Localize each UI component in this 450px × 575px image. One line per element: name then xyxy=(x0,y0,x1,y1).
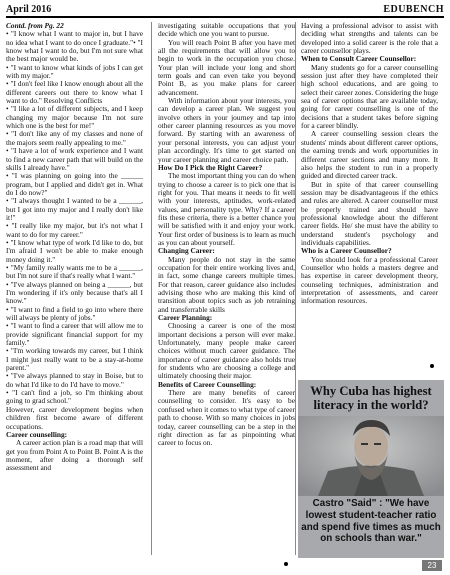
paragraph: • "I want to find a field to go into where there will always be plenty of jobs." xyxy=(6,304,143,323)
paragraph: • "I want to find a career that will allow me to provide significant financial support for my family." xyxy=(6,321,143,348)
paragraph: Choosing a career is one of the most important decisions a person will ever make. Unfortunately, many people make career choices without much career guidance. The importance of career guidance also holds true for students who are choosing a college and ultimately choosing their major. xyxy=(158,321,295,381)
paragraph: A career action plan is a road map that will get you from Point A to Point B. Point A is the moment, after doing a thorough self assessment and xyxy=(6,438,143,473)
section-heading: Who is a Career Counsellor? xyxy=(301,246,392,256)
end-mark xyxy=(284,562,288,566)
paragraph: • "I really like my major, but it's not what I want to do for my career." xyxy=(6,221,143,239)
issue-date: April 2016 xyxy=(6,4,52,15)
header-rule xyxy=(6,16,444,18)
paragraph: • "I like a lot of different subjects, and I keep changing my major because I'm not sure which one is the best for me!" xyxy=(6,104,143,131)
column-3 xyxy=(301,22,438,306)
magazine-name: EDUBENCH xyxy=(383,4,444,15)
paragraph: Many students go for a career counselling session just after they have completed their high school educations, and are going to select their career zones. Considering the huge sea of career options that are available today, going for career counselling is one of the decisions that a student takes before signing for a career blindly. xyxy=(301,62,438,131)
paragraph: • "I always thought I wanted to be a ______, but I got into my major and I really don't like it!" xyxy=(6,196,143,222)
column-divider xyxy=(151,22,152,555)
ad-quote: Castro "Said" : "We have lowest student-teacher ratio and spend five times as much on schools than war." xyxy=(301,498,441,545)
paragraph: With information about your interests, you can develop a career plan. We suggest you involve others in your journey and tap into other career planning resources as you move forward. By starting with an awareness of your personal interests, you can adjust your plan accordingly. It's time to get started on your career planning and career choice path. xyxy=(158,96,295,164)
section-heading: How Do I Pick the Right Career? xyxy=(158,162,263,172)
paragraph: • "I don't feel like I know enough about all the different careers out there to know what I want to do." Resolving Conflicts xyxy=(6,79,143,106)
paragraph: • "I know what I want to major in, but I have no idea what I want to do once I graduate."• "I know what I want to do, but I'm not sure what the best major would be. xyxy=(6,29,143,64)
section-heading: Benefits of Career Counselling: xyxy=(158,379,257,389)
paragraph: • "I want to know what kinds of jobs I can get with my major." xyxy=(6,62,143,81)
page-number: 23 xyxy=(422,560,442,571)
paragraph: You will reach Point B after you have met all the requirements that will allow you to begin to work in the occupation you chose. Your plan will include your long and short term goals and can even take you beyond Point B, as you make plans for career advancement. xyxy=(158,37,295,97)
column-2 xyxy=(158,22,295,448)
paragraph: The most important thing you can do when trying to choose a career is to pick one that is right for you. That means it needs to fit well with your interests, aptitudes, work-related values, and personality type. Why? If a career fits these criteria, there is a better chance you will be satisfied with it and enjoy your work. Your first order of business is to learn as much as you can about yourself. xyxy=(158,171,295,247)
section-heading: Career counselling: xyxy=(6,429,68,439)
paragraph: There are many benefits of career counselling to consider. It's easy to be confused when it comes to what type of career path to choose. With so many choices in jobs today, career counselling can be a step in the right direction as far as pinpointing what career to focus on. xyxy=(158,388,295,448)
paragraph: • "I have a lot of work experience and I want to find a new career path that will build on the skills I already have." xyxy=(6,146,143,172)
paragraph: Having a professional advisor to assist with deciding what strengths and talents can be developed into a solid career is the role that a career counsellor plays. xyxy=(301,21,438,56)
portrait-illustration xyxy=(298,416,444,496)
paragraph: You should look for a professional Career Counsellor who holds a masters degree and has expertise in career development theory, counseling techniques, administration and interpretation of assessments, and career information resources. xyxy=(301,254,438,306)
continuation-note: Contd. from Pg. 22 xyxy=(6,21,64,30)
section-heading: Career Planning: xyxy=(158,313,213,323)
section-heading: Changing Career: xyxy=(158,246,215,256)
ad-title: Why Cuba has highest literacy in the world? xyxy=(310,384,432,412)
paragraph: • "I've always planned to stay in Boise, but to do what I'd like to do I'd have to move." xyxy=(6,371,143,389)
paragraph: • "I've always planned on being a ______, but I'm wondering if it's only because that's all I know." xyxy=(6,279,143,306)
advertisement-box xyxy=(298,380,444,558)
column-divider xyxy=(295,22,296,555)
section-heading: When to Consult Career Counsellor: xyxy=(301,54,417,64)
paragraph: However, career development begins when children first become aware of different occupations. xyxy=(6,404,143,431)
paragraph: • "My family really wants me to be a ______, but I'm not sure if that's really what I want." xyxy=(6,262,143,281)
column-1 xyxy=(6,22,143,473)
paragraph: Many people do not stay in the same occupation for their entire working lives and, in fact, some change careers multiple times. For that reason, career guidance also includes advising those who are making this kind of transition about topics such as job retraining and transferrable skills xyxy=(158,254,295,314)
end-mark xyxy=(430,364,434,368)
paragraph: • "I don't like any of my classes and none of the majors seem really appealing to me." xyxy=(6,129,143,147)
paragraph: • "I'm working towards my career, but I think I might just really want to be a stay-at-home parent." xyxy=(6,346,143,373)
paragraph: investigating suitable occupations that you decide which one you want to pursue. xyxy=(158,21,295,39)
paragraph: • "I can't find a job, so I'm thinking about going to grad school." xyxy=(6,388,143,406)
paragraph: But in spite of that career counselling session may be disadvantageous if the ethics and rules are altered. A career counsellor must be properly trained and should have professional knowledge about the different career fields. He/ she must have the ability to understand student's psychology and individuals capabilities. xyxy=(301,179,438,247)
castro-photo xyxy=(298,416,444,496)
paragraph: • "I know what type of work I'd like to do, but I'm afraid I won't be able to make enough money doing it." xyxy=(6,237,143,264)
paragraph: A career counselling session clears the students' minds about different career options, the earning trends and work opportunities in different career sections and many more. It also helps the student to run in a properly guided and directed career track. xyxy=(301,129,438,181)
paragraph: • "I was planning on going into the ______ program, but I applied and didn't get in. What do I do now?" xyxy=(6,171,143,197)
